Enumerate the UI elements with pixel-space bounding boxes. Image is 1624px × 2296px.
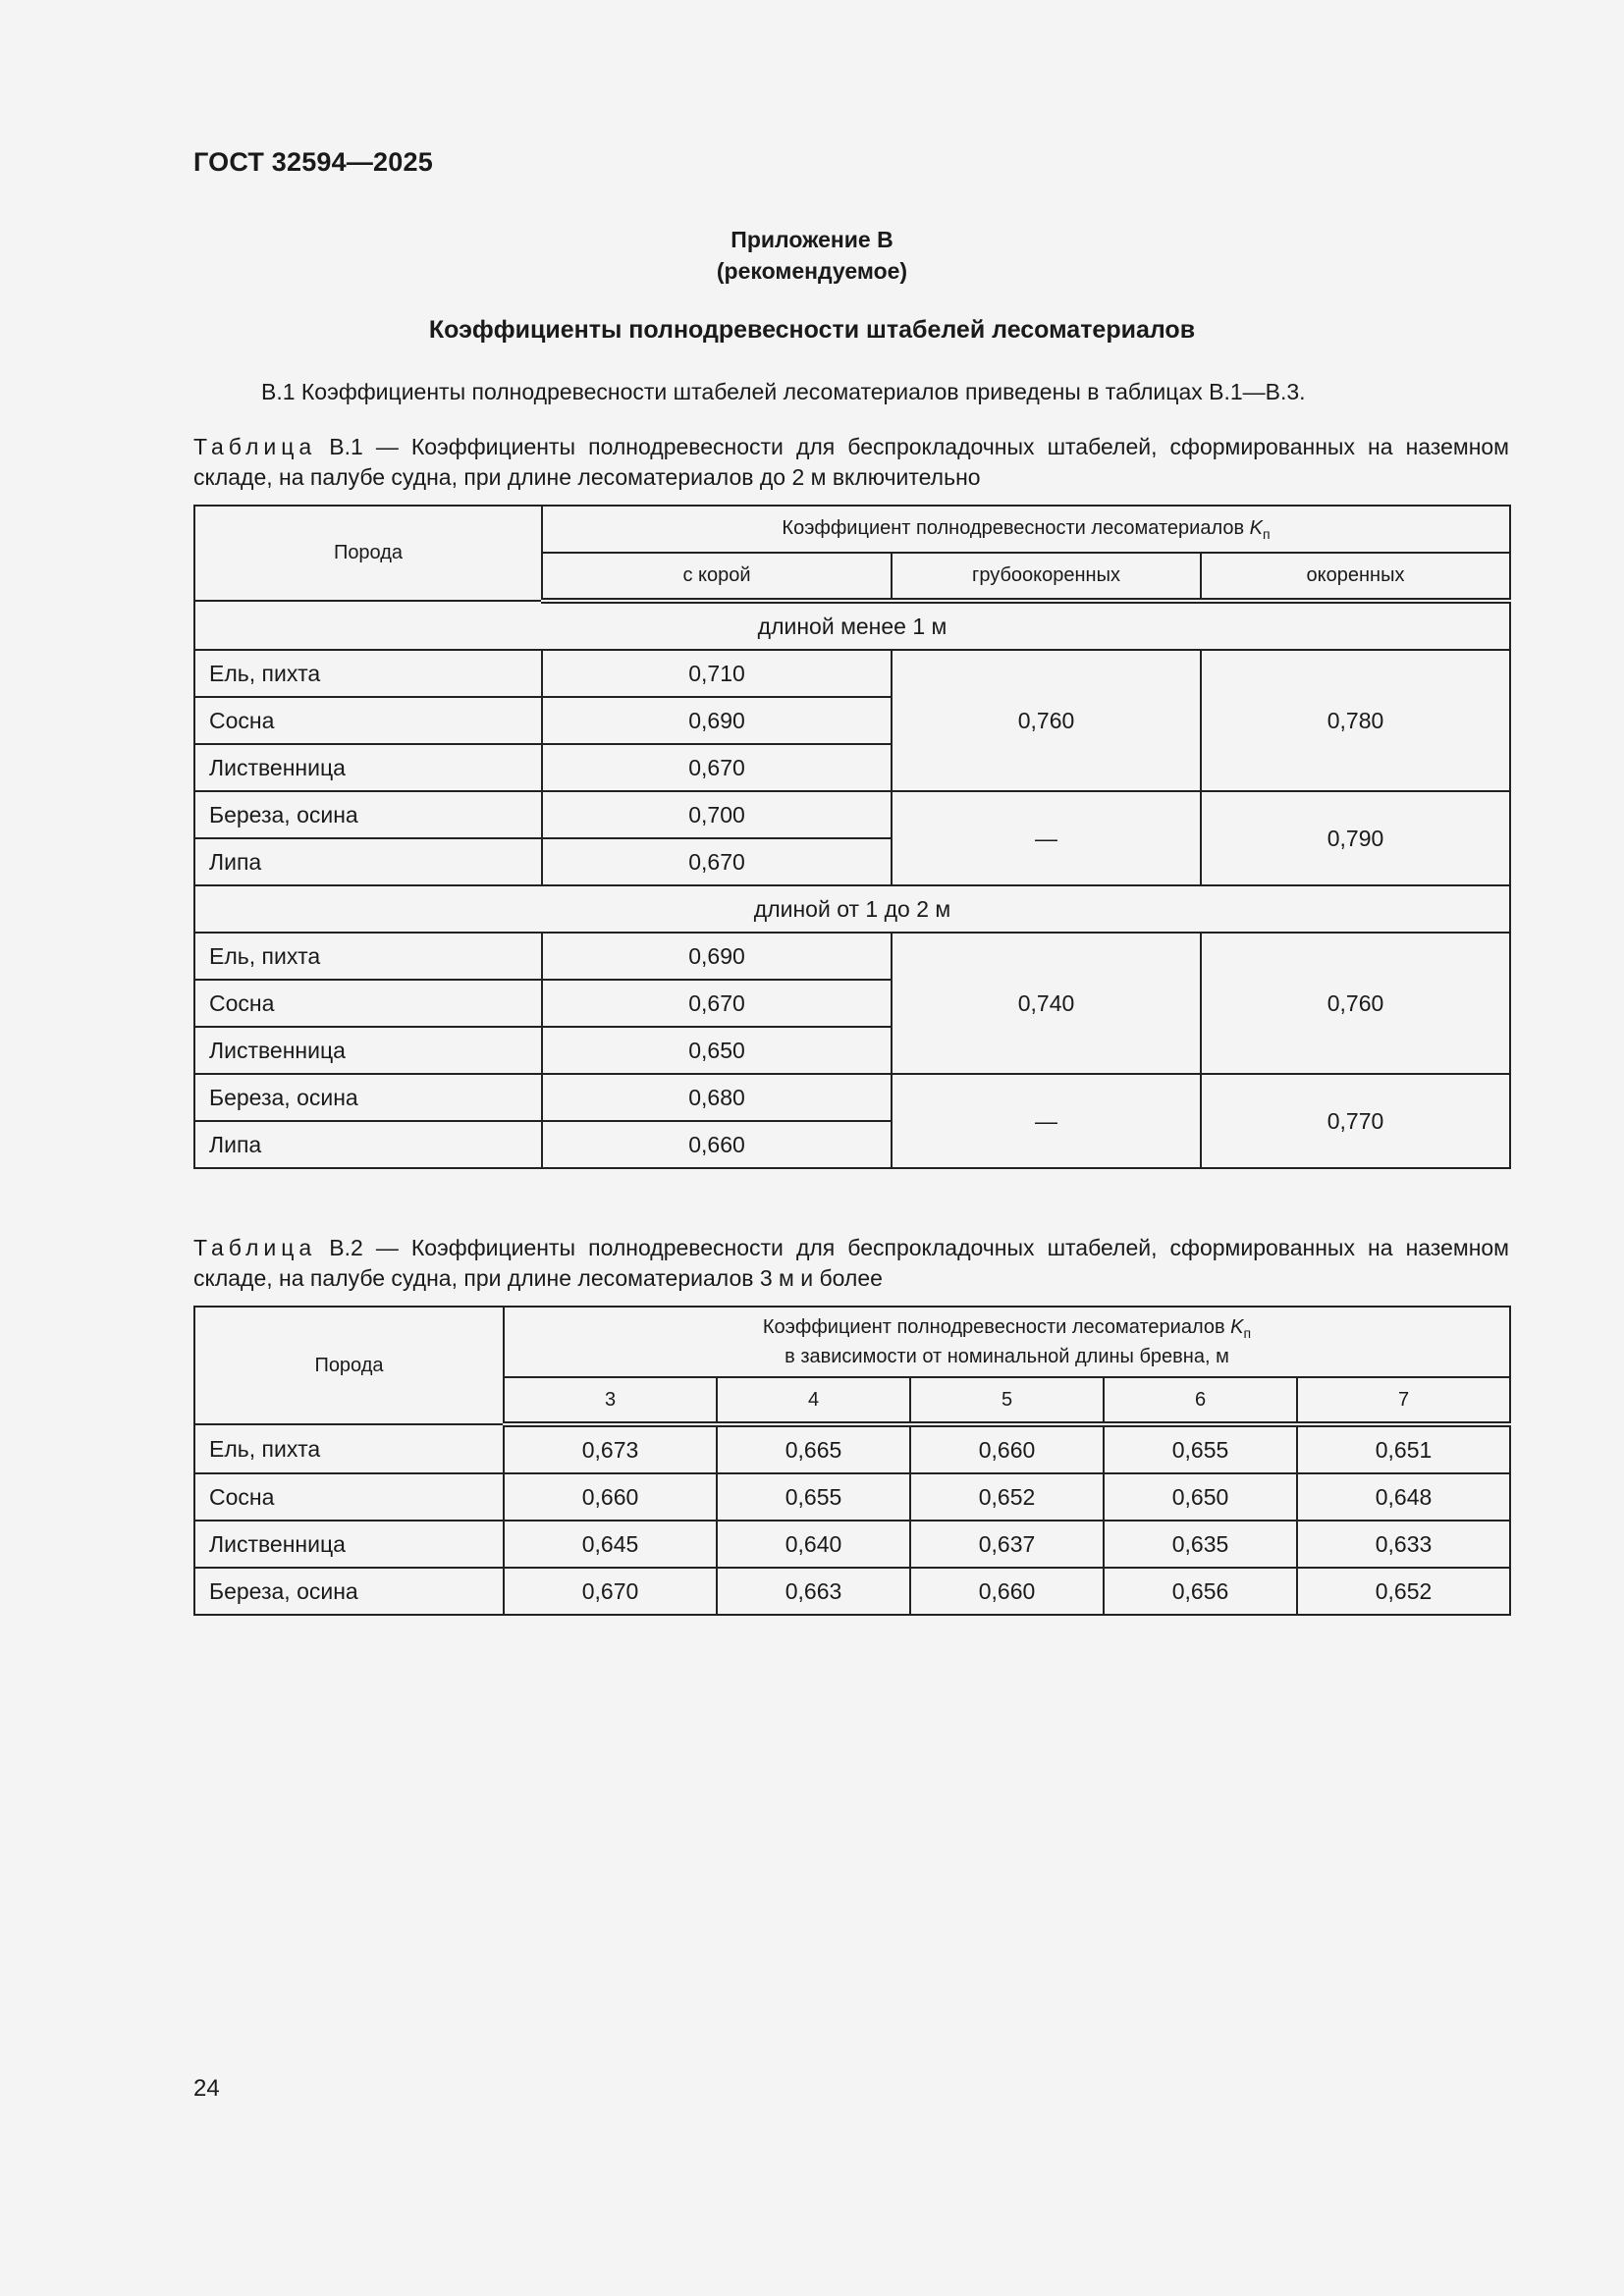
value-cell: 0,700 [542, 791, 892, 838]
table1-col-coef [542, 506, 1510, 553]
table1-coef-symbol: K [1249, 516, 1264, 539]
table-row [194, 933, 1510, 980]
table2-length-col: 4 [717, 1377, 910, 1424]
table2-caption [193, 1233, 1509, 1294]
table2-length-col: 5 [910, 1377, 1104, 1424]
intro-paragraph: В.1 Коэффициенты полнодревесности штабелей лесоматериалов приведены в таблицах В.1—В.3. [261, 379, 1306, 404]
table-row [194, 1568, 1510, 1615]
document-code: ГОСТ 32594—2025 [193, 147, 433, 177]
value-cell: 0,690 [542, 697, 892, 744]
value-cell: 0,740 [892, 933, 1201, 1074]
table1-col-coef-text: Коэффициент полнодревесности лесоматериалов [782, 516, 1245, 539]
value-cell: 0,670 [542, 744, 892, 791]
value-cell: 0,670 [504, 1568, 717, 1615]
value-cell: 0,652 [1297, 1568, 1510, 1615]
species-cell: Лиственница [194, 1027, 542, 1074]
table-b1 [193, 505, 1511, 1169]
value-cell: 0,670 [542, 980, 892, 1027]
species-cell: Лиственница [194, 1521, 504, 1568]
species-cell: Лиственница [194, 744, 542, 791]
group-label: длиной от 1 до 2 м [194, 885, 1510, 933]
value-cell: 0,665 [717, 1424, 910, 1473]
value-cell: 0,651 [1297, 1424, 1510, 1473]
species-cell: Береза, осина [194, 791, 542, 838]
table1-group-row [194, 885, 1510, 933]
value-cell: 0,648 [1297, 1473, 1510, 1521]
value-cell: 0,760 [1201, 933, 1510, 1074]
page-number: 24 [193, 2075, 220, 2102]
value-cell: 0,650 [542, 1027, 892, 1074]
species-cell: Сосна [194, 697, 542, 744]
value-cell: — [892, 1074, 1201, 1168]
table1-coef-subscript: п [1263, 525, 1271, 542]
table1-header-row [194, 506, 1510, 553]
table1-subcol-debarked: окоренных [1201, 553, 1510, 601]
species-cell: Сосна [194, 1473, 504, 1521]
value-cell: 0,650 [1104, 1473, 1297, 1521]
value-cell: 0,780 [1201, 650, 1510, 791]
value-cell: 0,645 [504, 1521, 717, 1568]
table2-col-species: Порода [194, 1307, 504, 1424]
value-cell: 0,660 [910, 1424, 1104, 1473]
table1-caption-text: В.1 — Коэффициенты полнодревесности для беспрокладочных штабелей, сформированных на наземном складе, на палубе судна, при длине лесоматериалов до 2 м включительно [193, 434, 1509, 490]
value-cell: 0,690 [542, 933, 892, 980]
table1-caption [193, 432, 1509, 493]
group-label: длиной менее 1 м [194, 601, 1510, 650]
species-cell: Береза, осина [194, 1074, 542, 1121]
value-cell: 0,790 [1201, 791, 1510, 885]
table2-caption-text: В.2 — Коэффициенты полнодревесности для беспрокладочных штабелей, сформированных на наземном складе, на палубе судна, при длине лесоматериалов 3 м и более [193, 1235, 1509, 1291]
table-row [194, 791, 1510, 838]
value-cell: 0,640 [717, 1521, 910, 1568]
species-cell: Береза, осина [194, 1568, 504, 1615]
value-cell: 0,680 [542, 1074, 892, 1121]
value-cell: 0,655 [1104, 1424, 1297, 1473]
table1-group-row [194, 601, 1510, 650]
value-cell: 0,660 [542, 1121, 892, 1168]
species-cell: Ель, пихта [194, 1424, 504, 1473]
value-cell: 0,670 [542, 838, 892, 885]
appendix-heading [0, 224, 1624, 287]
value-cell: 0,663 [717, 1568, 910, 1615]
value-cell: 0,633 [1297, 1521, 1510, 1568]
species-cell: Сосна [194, 980, 542, 1027]
value-cell: 0,660 [504, 1473, 717, 1521]
table2-col-coef [504, 1307, 1510, 1377]
value-cell: 0,637 [910, 1521, 1104, 1568]
table2-length-col: 7 [1297, 1377, 1510, 1424]
table1-col-species: Порода [194, 506, 542, 601]
value-cell: 0,770 [1201, 1074, 1510, 1168]
table2-length-col: 3 [504, 1377, 717, 1424]
section-title: Коэффициенты полнодревесности штабелей лесоматериалов [428, 316, 1196, 344]
table2-length-col: 6 [1104, 1377, 1297, 1424]
appendix-title: Приложение В [731, 227, 893, 252]
value-cell: — [892, 791, 1201, 885]
species-cell: Ель, пихта [194, 650, 542, 697]
table2-header-row [194, 1307, 1510, 1377]
value-cell: 0,635 [1104, 1521, 1297, 1568]
value-cell: 0,652 [910, 1473, 1104, 1521]
species-cell: Ель, пихта [194, 933, 542, 980]
value-cell: 0,656 [1104, 1568, 1297, 1615]
table-row [194, 1424, 1510, 1473]
value-cell: 0,710 [542, 650, 892, 697]
species-cell: Липа [194, 838, 542, 885]
appendix-status: (рекомендуемое) [716, 258, 908, 284]
table-b2 [193, 1306, 1511, 1616]
table1-subcol-rough: грубоокоренных [892, 553, 1201, 601]
table2-col-coef-text: Коэффициент полнодревесности лесоматериалов [762, 1316, 1225, 1338]
table2-coef-subscript: п [1243, 1325, 1252, 1341]
table2-coef-symbol: K [1230, 1316, 1244, 1338]
species-cell: Липа [194, 1121, 542, 1168]
value-cell: 0,655 [717, 1473, 910, 1521]
table-row [194, 1473, 1510, 1521]
table2-caption-label: Таблица [193, 1235, 317, 1260]
table2-col-coef-line2: в зависимости от номинальной длины бревна, м [785, 1346, 1229, 1367]
table1-caption-label: Таблица [193, 434, 317, 459]
value-cell: 0,673 [504, 1424, 717, 1473]
value-cell: 0,660 [910, 1568, 1104, 1615]
table-row [194, 1521, 1510, 1568]
value-cell: 0,760 [892, 650, 1201, 791]
table-row [194, 650, 1510, 697]
table1-subcol-bark: с корой [542, 553, 892, 601]
table-row [194, 1074, 1510, 1121]
